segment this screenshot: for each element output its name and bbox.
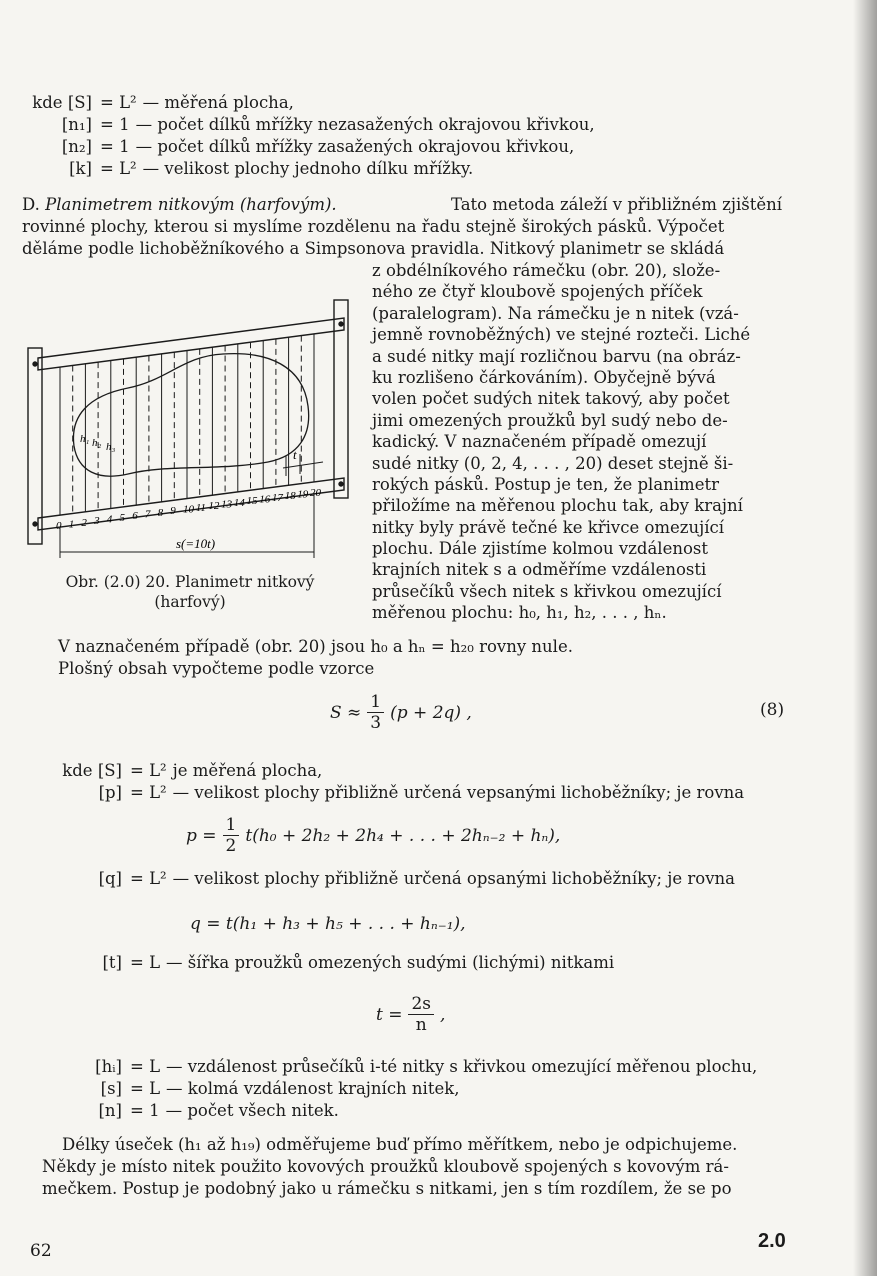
- tick-label: 13: [221, 498, 233, 511]
- text-line-content: Délky úseček (h₁ až h₁₉) odměřujeme buď přímo měřítkem, nebo je odpichujeme.: [62, 1135, 738, 1154]
- def-desc: — počet všech nitek.: [165, 1101, 339, 1120]
- text-line-content: kadický. V naznačeném případě omezují: [372, 432, 707, 452]
- text-line: [58, 636, 573, 658]
- tick-label: 5: [119, 511, 125, 524]
- def-var: [t]: [102, 953, 122, 972]
- tick-label: 6: [132, 510, 138, 523]
- fraction: [223, 815, 240, 856]
- def-var: [k]: [69, 159, 92, 178]
- fraction: [408, 994, 434, 1035]
- page-edge-shadow: [853, 0, 877, 1276]
- t-label: t: [293, 447, 297, 462]
- tick-label: 15: [246, 495, 258, 508]
- tick-label: 1: [68, 518, 75, 531]
- text-line: [372, 388, 784, 409]
- def-desc: — šířka proužků omezených sudými (lichými) nitkami: [166, 953, 615, 972]
- paragraph-2: [58, 636, 573, 680]
- text-line-content: a sudé nitky mají rozličnou barvu (na obráz-: [372, 346, 741, 366]
- section-d-line: [22, 238, 782, 260]
- def-eq: = L: [130, 1079, 161, 1098]
- text-line: [372, 538, 784, 559]
- text-line-content: měřenou plochu: h₀, h₁, h₂, . . . , hₙ.: [372, 603, 667, 623]
- h-label: h₂: [92, 437, 102, 449]
- def-eq: = L: [130, 953, 161, 972]
- def-eq: = L²: [130, 869, 167, 888]
- text-line: [372, 474, 784, 495]
- text-line: [372, 453, 784, 474]
- text-line-content: V naznačeném případě (obr. 20) jsou h₀ a hₙ = h₂₀ rovny nule.: [58, 637, 573, 656]
- definitions-block-3: [30, 1056, 757, 1122]
- definition-row: [22, 114, 595, 136]
- tick-label: 20: [310, 486, 321, 499]
- tick-label: 17: [271, 491, 283, 504]
- pivot: [33, 522, 37, 526]
- def-eq: = 1: [100, 137, 130, 156]
- tick-label: 18: [284, 490, 296, 503]
- definition-row: [30, 760, 744, 782]
- text-line: [372, 367, 784, 388]
- definition-row: [30, 782, 744, 804]
- definition-row: [22, 158, 595, 180]
- text-line-content: nitky byly právě tečné ke křivce omezující: [372, 517, 725, 537]
- tick-label: 4: [106, 513, 113, 526]
- section-label: D.: [22, 195, 40, 214]
- text-line: [372, 431, 784, 452]
- pivot: [339, 322, 343, 326]
- tick-label: 12: [208, 500, 220, 513]
- denominator: n: [415, 1015, 427, 1035]
- h-label: h₁: [80, 433, 90, 445]
- text-line-content: krajních nitek s a odměříme vzdálenosti: [372, 560, 707, 580]
- def-var: [hᵢ]: [95, 1057, 122, 1076]
- numerator: 1: [367, 692, 384, 713]
- definition-row: [30, 952, 614, 974]
- pivot: [33, 362, 37, 366]
- formula-rhs: (p + 2q) ,: [390, 702, 472, 723]
- def-desc: je měřená plocha,: [172, 761, 323, 780]
- caption-line: Obr. (2.0) 20. Planimetr nitkový: [65, 573, 315, 591]
- def-eq: = L²: [100, 159, 137, 178]
- formula-lhs: p =: [186, 825, 217, 846]
- text-line: [42, 1178, 737, 1200]
- denominator: 2: [225, 836, 237, 856]
- tick-label: 14: [233, 496, 245, 509]
- tick-label: 2: [81, 516, 87, 529]
- def-eq: = 1: [100, 115, 130, 134]
- def-eq: = L²: [100, 93, 137, 112]
- figure-caption: [30, 572, 350, 612]
- definitions-block-2: [30, 760, 744, 804]
- page-number: 62: [30, 1241, 52, 1261]
- def-desc: — kolmá vzdálenost krajních nitek,: [166, 1079, 460, 1098]
- definition-row: [22, 92, 595, 114]
- caption-line: (harfový): [154, 593, 226, 611]
- numerator: 2s: [408, 994, 434, 1015]
- def-eq: = L: [130, 1057, 161, 1076]
- def-var: [s]: [100, 1079, 122, 1098]
- s-label: s(=10t): [176, 536, 216, 551]
- text-line-content: Někdy je místo nitek použito kovových proužků kloubově spojených s kovovým rá-: [42, 1157, 729, 1176]
- tick-label: 7: [144, 508, 151, 521]
- text-line: [42, 1134, 737, 1156]
- final-paragraph: [42, 1134, 737, 1200]
- text-line: [372, 602, 784, 623]
- formula-lhs: S ≈: [330, 702, 362, 723]
- text-line: [372, 346, 784, 367]
- formula-q: [190, 914, 466, 934]
- definition-row: [30, 1078, 757, 1100]
- def-var: [n₁]: [61, 115, 92, 134]
- text-line-content: jimi omezených proužků byl sudý nebo de-: [372, 410, 728, 430]
- formula-8: [330, 692, 472, 733]
- formula-rhs: t(h₀ + 2h₂ + 2h₄ + . . . + 2hₙ₋₂ + hₙ),: [245, 825, 561, 846]
- definition-row: [30, 1056, 757, 1078]
- def-eq: = L²: [130, 783, 167, 802]
- section-d-line: [22, 216, 782, 238]
- section-d-paragraph: [22, 194, 782, 260]
- planimeter-figure: [18, 296, 363, 568]
- def-desc: — velikost plochy přibližně určená opsanými lichoběžníky; je rovna: [172, 869, 735, 888]
- tick-label: 19: [297, 488, 309, 501]
- def-eq: = L²: [130, 761, 167, 780]
- section-d-line: [22, 194, 782, 216]
- formula-p: [186, 815, 560, 856]
- text-line-content: mečkem. Postup je podobný jako u rámečku s nitkami, jen s tím rozdílem, že se po: [42, 1179, 732, 1198]
- definition-q: [30, 868, 735, 890]
- def-var: kde [S]: [32, 93, 92, 112]
- formula-t: [376, 994, 445, 1035]
- def-var: [p]: [98, 783, 122, 802]
- def-var: [n]: [98, 1101, 122, 1120]
- text-line: [58, 658, 573, 680]
- definition-t: [30, 952, 614, 974]
- fraction: [367, 692, 384, 733]
- tick-label: 16: [259, 493, 271, 506]
- definition-row: [22, 136, 595, 158]
- def-var: [n₂]: [61, 137, 92, 156]
- def-desc: — vzdálenost průsečíků i-té nitky s křivkou omezující měřenou plochu,: [166, 1057, 758, 1076]
- def-desc: — počet dílků mřížky nezasažených okrajovou křivkou,: [135, 115, 595, 134]
- text-line-content: plochu. Dále zjistíme kolmou vzdálenost: [372, 539, 709, 559]
- def-desc: — počet dílků mřížky zasažených okrajovou křivkou,: [135, 137, 575, 156]
- def-desc: — velikost plochy přibližně určená vepsanými lichoběžníky; je rovna: [172, 783, 745, 802]
- text-line: [372, 281, 784, 302]
- numerator: 1: [223, 815, 240, 836]
- text-line-content: Plošný obsah vypočteme podle vzorce: [58, 659, 375, 678]
- text-line: [42, 1156, 737, 1178]
- measured-area-curve: [73, 354, 308, 477]
- text-line-content: ku rozlišeno čárkováním). Obyčejně bývá: [372, 367, 716, 387]
- text-line: Tato metoda záleží v přibližném zjištění: [450, 195, 782, 214]
- tick-label: 9: [170, 505, 176, 518]
- text-line: [372, 410, 784, 431]
- text-line-content: rokých pásků. Postup je ten, že planimetr: [372, 474, 719, 494]
- text-line: [372, 260, 784, 281]
- text-line: [372, 303, 784, 324]
- section-title: Planimetrem nitkovým (harfovým).: [45, 195, 337, 214]
- tick-label: 0: [56, 520, 62, 533]
- text-line-content: volen počet sudých nitek takový, aby počet: [372, 389, 730, 409]
- text-line: [372, 581, 784, 602]
- h-label: h₃: [106, 441, 116, 453]
- text-line-content: z obdélníkového rámečku (obr. 20), slože-: [372, 261, 721, 280]
- figure-wrap-text: [372, 260, 784, 624]
- formula-rhs: ,: [440, 1004, 446, 1025]
- text-line-content: sudé nitky (0, 2, 4, . . . , 20) deset stejně ši-: [372, 453, 734, 473]
- definition-row: [30, 868, 735, 890]
- text-line-content: přiložíme na měřenou plochu tak, aby krajní: [372, 496, 743, 516]
- formula-lhs: t =: [376, 1004, 403, 1025]
- definitions-block-1: [22, 92, 595, 180]
- frame-left-post: [28, 348, 42, 544]
- def-var: [q]: [98, 869, 122, 888]
- tick-label: 3: [94, 515, 100, 528]
- text-line: [372, 324, 784, 345]
- tick-label: 8: [157, 506, 164, 519]
- text-line: [372, 495, 784, 516]
- def-eq: = 1: [130, 1101, 160, 1120]
- frame-top-rail: [38, 318, 344, 370]
- tick-labels: [56, 487, 322, 532]
- text-line-content: průsečíků všech nitek s křivkou omezující: [372, 581, 722, 601]
- text-line-content: jemně rovnoběžných) ve stejné rozteči. Liché: [372, 325, 751, 345]
- pivot: [339, 482, 343, 486]
- text-line: děláme podle lichoběžníkového a Simpsonova pravidla. Nitkový planimetr se skládá: [22, 239, 725, 258]
- text-line-content: (paralelogram). Na rámečku je n nitek (vzá-: [372, 303, 739, 323]
- text-line: rovinné plochy, kterou si myslíme rozdělenu na řadu stejně širokých pásků. Výpočet: [22, 217, 725, 236]
- text-line: [372, 517, 784, 538]
- text-line: [372, 559, 784, 580]
- formula-text: q = t(h₁ + h₃ + h₅ + . . . + hₙ₋₁),: [190, 914, 466, 934]
- tick-label: 10: [183, 503, 194, 516]
- def-var: kde [S]: [62, 761, 122, 780]
- def-desc: — měřená plocha,: [142, 93, 294, 112]
- definition-row: [30, 1100, 757, 1122]
- equation-number: (8): [760, 700, 785, 720]
- section-number: 2.0: [758, 1230, 786, 1252]
- text-line-content: ného ze čtyř kloubově spojených příček: [372, 282, 703, 302]
- def-desc: — velikost plochy jednoho dílku mřížky.: [142, 159, 474, 178]
- tick-label: 11: [195, 501, 206, 514]
- denominator: 3: [370, 713, 382, 733]
